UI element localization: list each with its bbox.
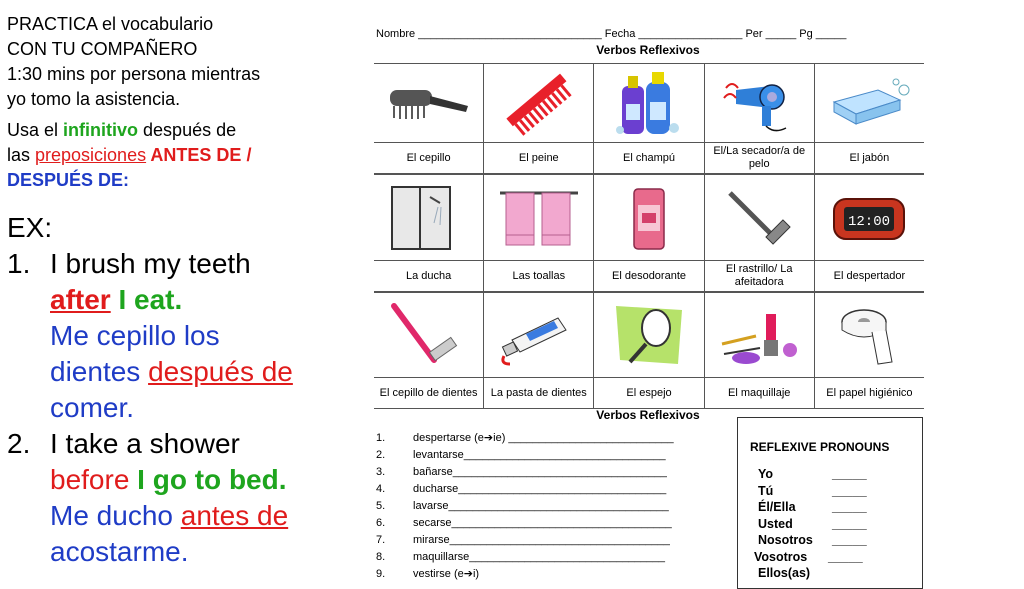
verb-number: 4. (376, 483, 386, 495)
example-1-en-text: I brush my teeth (50, 248, 251, 279)
vocab-label: El espejo (594, 378, 704, 408)
shampoo-icon (594, 64, 704, 142)
verb-item (376, 532, 706, 549)
pronoun-blank: _____ (832, 500, 867, 514)
verb-text: maquillarse________________________________ (413, 551, 666, 563)
verb-number: 3. (376, 466, 386, 478)
razor-icon (705, 175, 815, 260)
vocab-label: El/La secador/a de pelo (705, 143, 815, 173)
vocab-label: El peine (484, 143, 594, 173)
pronoun: Tú (758, 483, 774, 498)
intro-line: 1:30 mins por persona mientras (7, 64, 261, 84)
example-1-es-cont (7, 354, 293, 390)
label-row (374, 143, 924, 174)
example-1-despues-de: después de (148, 356, 293, 387)
rule-text: las (7, 145, 36, 165)
example-2-es-end: acostarme. (50, 536, 189, 567)
pronoun-blank: _____ (832, 533, 867, 547)
example-2-en-text: I take a shower (50, 428, 240, 459)
intro-line: yo tomo la asistencia. (7, 89, 181, 109)
image-row (374, 174, 924, 261)
makeup-icon (705, 293, 815, 377)
pronoun-list (754, 466, 867, 582)
worksheet-title: Verbos Reflexivos (596, 43, 700, 57)
soap-icon (815, 64, 924, 142)
pronoun-row (758, 466, 867, 483)
vocab-label: El rastrillo/ La afeitadora (705, 261, 815, 291)
pronoun-row (758, 565, 867, 582)
example-1-es-end: comer. (50, 392, 135, 423)
pronoun-blank: _____ (828, 549, 863, 564)
hairbrush-icon (374, 64, 484, 142)
pronoun: Ellos(as) (758, 566, 811, 580)
worksheet (368, 0, 928, 580)
example-2-bed: I go to bed. (129, 464, 287, 495)
vocab-label: El cepillo (374, 143, 484, 173)
pronoun-blank: _____ (832, 467, 867, 481)
rule-preposiciones: preposiciones (35, 145, 147, 165)
vocabulary-grid (374, 63, 924, 409)
rule-infinitivo: infinitivo (63, 120, 139, 140)
pronouns-title: REFLEXIVE PRONOUNS (750, 440, 890, 454)
pronoun: Él/Ella (758, 500, 796, 514)
image-row (374, 63, 924, 143)
pronoun-row (758, 532, 867, 549)
label-row (374, 261, 924, 292)
verb-text: bañarse___________________________________ (413, 466, 667, 478)
rule-text: después de (138, 120, 237, 140)
verb-item (376, 481, 706, 498)
vocab-label: El despertador (833, 269, 906, 282)
verb-item (376, 566, 706, 583)
grammar-rule (7, 118, 347, 193)
worksheet-header: Nombre ______________________________ Fecha _________________ Per _____ Pg _____ (376, 28, 847, 40)
instructions-panel (7, 12, 347, 567)
vocab-label: El cepillo de dientes (374, 378, 484, 408)
example-2-es-text: Me ducho (50, 500, 181, 531)
pronoun: Yo (758, 467, 774, 481)
alarm-clock-icon (815, 175, 924, 260)
image-row (374, 292, 924, 378)
verb-text: lavarse____________________________________ (413, 500, 669, 512)
example-2-es (7, 498, 293, 534)
verb-number: 1. (376, 432, 386, 444)
verb-item (376, 515, 706, 532)
verb-text: levantarse_________________________________ (413, 449, 666, 461)
vocab-label: El desodorante (594, 261, 704, 291)
example-number: 2. (7, 428, 31, 459)
toothpaste-icon (484, 293, 594, 377)
hairdryer-icon (705, 64, 815, 142)
pronoun: Usted (758, 516, 793, 531)
verb-text: ducharse__________________________________ (413, 483, 667, 495)
example-1-en (7, 246, 293, 282)
label-row (374, 378, 924, 409)
verb-text: despertarse (e➔ie) ___________________________ (413, 432, 674, 444)
pronoun-row (758, 483, 867, 500)
verb-number: 2. (376, 449, 386, 461)
pronoun-blank: _____ (832, 483, 867, 498)
mirror-icon (594, 293, 704, 377)
example-1-es-text: dientes (50, 356, 149, 387)
verb-item (376, 498, 706, 515)
verb-text: mirarse____________________________________ (413, 534, 670, 546)
vocab-label: El champú (594, 143, 704, 173)
vocab-label: El maquillaje (705, 378, 815, 408)
pronoun-row (754, 549, 867, 566)
vocab-label: Las toallas (484, 261, 594, 291)
example-1-es: Me cepillo los (50, 320, 220, 351)
svg-text:12:00: 12:00 (848, 213, 891, 230)
rule-despues-de: DESPUÉS DE: (7, 170, 130, 190)
verb-item (376, 430, 706, 447)
verb-item (376, 447, 706, 464)
vocab-label: El papel higiénico (826, 386, 913, 399)
verb-number: 7. (376, 534, 386, 546)
example-1-eat: I eat. (110, 284, 183, 315)
toothbrush-icon (374, 293, 484, 377)
pronoun: Nosotros (758, 533, 813, 547)
comb-icon (484, 64, 594, 142)
toilet-paper-icon (815, 293, 924, 377)
example-2-antes-de: antes de (180, 500, 289, 531)
rule-text: Usa el (7, 120, 64, 140)
pronoun-blank: _____ (832, 516, 867, 531)
pronoun-row (758, 499, 867, 516)
verb-list (376, 430, 706, 583)
example-2-en-cont (7, 462, 293, 498)
pronoun-row (758, 516, 867, 533)
intro-line: CON TU COMPAÑERO (7, 39, 198, 59)
verb-number: 8. (376, 551, 386, 563)
shower-icon (374, 175, 484, 260)
deodorant-icon (594, 175, 704, 260)
example-1-en-cont (7, 282, 293, 318)
example-2-en (7, 426, 293, 462)
vocab-label: La ducha (374, 261, 484, 291)
intro-text (7, 12, 347, 112)
towels-icon (484, 175, 594, 260)
verb-text: secarse____________________________________ (413, 517, 672, 529)
pronoun: Vosotros (754, 549, 808, 564)
verb-item (376, 464, 706, 481)
example-1-after: after (50, 284, 111, 315)
verb-number: 9. (376, 568, 386, 580)
example-2-before: before (50, 464, 130, 495)
intro-line: PRACTICA el vocabulario (7, 14, 214, 34)
verb-number: 6. (376, 517, 386, 529)
verb-text: vestirse (e➔i) (413, 568, 480, 580)
verb-item (376, 549, 706, 566)
example-number: 1. (7, 248, 31, 279)
verbs-title: Verbos Reflexivos (596, 408, 700, 422)
vocab-label: La pasta de dientes (484, 378, 594, 408)
examples-title: EX: (7, 212, 53, 243)
rule-antes-de: ANTES DE / (146, 145, 252, 165)
vocab-label: El jabón (849, 151, 890, 164)
examples (7, 210, 293, 570)
reflexive-pronouns-box (737, 417, 923, 589)
verb-number: 5. (376, 500, 386, 512)
